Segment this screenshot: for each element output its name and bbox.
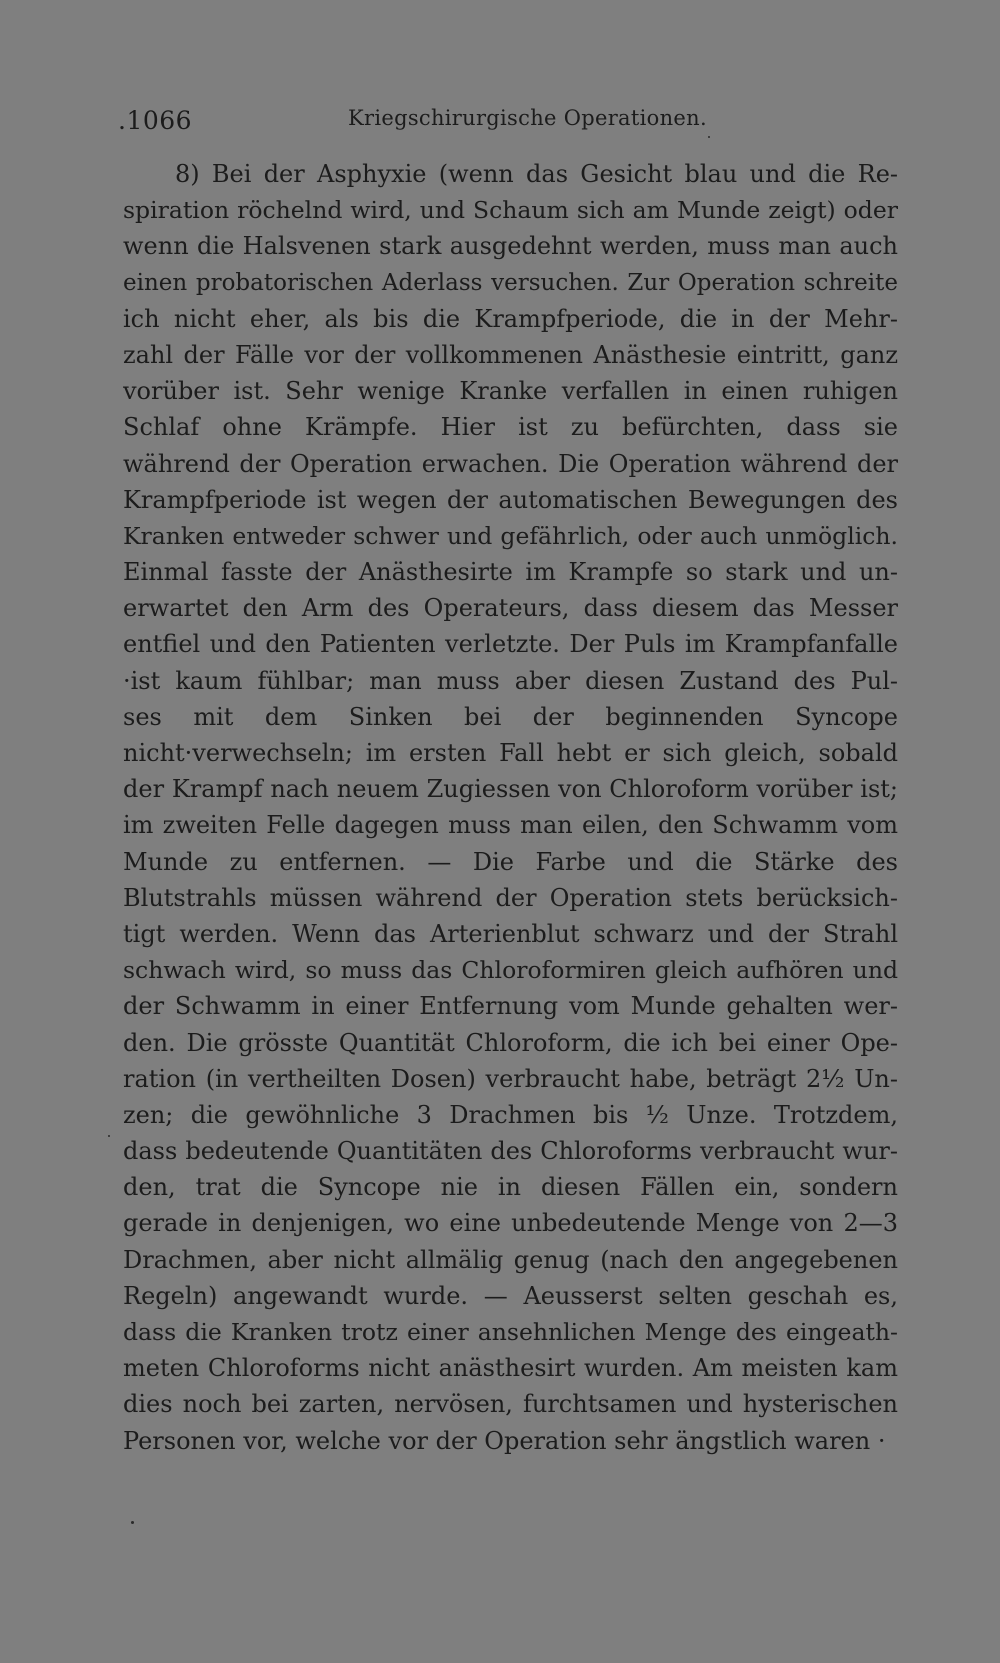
page-header: [118, 106, 898, 140]
text-line: 8) Bei der Asphyxie (wenn das Gesicht blau und die Re-: [175, 160, 898, 188]
text-line: Krampfperiode ist wegen der automatischen Bewegungen des: [123, 485, 898, 514]
text-line: meten Chloroforms nicht anästhesirt wurden. Am meisten kam: [123, 1354, 898, 1383]
text-line: ich nicht eher, als bis die Krampfperiode, die in der Mehr-: [123, 304, 898, 333]
text-line: den. Die grösste Quantität Chloroform, die ich bei einer Ope-: [123, 1028, 898, 1057]
text-line: während der Operation erwachen. Die Operation während der: [123, 449, 898, 478]
text-line: entfiel und den Patienten verletzte. Der Puls im Krampfanfalle: [123, 630, 898, 659]
scan-speck: [708, 136, 710, 138]
text-line: gerade in denjenigen, wo eine unbedeutende Menge von 2—3: [123, 1209, 898, 1238]
text-line: den, trat die Syncope nie in diesen Fällen ein, sondern: [123, 1173, 898, 1202]
text-line: Einmal fasste der Anästhesirte im Krampfe so stark und un-: [123, 558, 898, 587]
text-line: Kranken entweder schwer und gefährlich, oder auch unmöglich.: [123, 521, 898, 550]
text-line: dies noch bei zarten, nervösen, furchtsamen und hysterischen: [123, 1390, 898, 1419]
text-line: der Schwamm in einer Entfernung vom Munde gehalten wer-: [123, 992, 898, 1021]
text-line: Regeln) angewandt wurde. — Aeusserst selten geschah es,: [123, 1281, 898, 1310]
text-line: Personen vor, welche vor der Operation sehr ängstlich waren ·: [123, 1426, 886, 1455]
text-line: ses mit dem Sinken bei der beginnenden Syncope: [123, 702, 898, 731]
scan-speck: [131, 1521, 134, 1524]
text-line: ration (in vertheilten Dosen) verbraucht habe, beträgt 2½ Un-: [123, 1064, 898, 1093]
text-line: der Krampf nach neuem Zugiessen von Chloroform vorüber ist;: [123, 775, 898, 804]
text-line: vorüber ist. Sehr wenige Kranke verfallen in einen ruhigen: [123, 377, 898, 406]
body-text: [123, 156, 898, 1459]
scan-speck: [108, 1135, 110, 1137]
text-line: erwartet den Arm des Operateurs, dass diesem das Messer: [123, 594, 898, 623]
text-line: zen; die gewöhnliche 3 Drachmen bis ½ Unze. Trotzdem,: [123, 1100, 898, 1129]
text-line: im zweiten Felle dagegen muss man eilen, den Schwamm vom: [123, 811, 898, 840]
text-line: spiration röchelnd wird, und Schaum sich am Munde zeigt) oder: [123, 196, 898, 225]
text-line: dass die Kranken trotz einer ansehnlichen Menge des eingeath-: [123, 1318, 898, 1346]
text-line: tigt werden. Wenn das Arterienblut schwarz und der Strahl: [123, 919, 898, 948]
text-line: Blutstrahls müssen während der Operation stets berücksich-: [123, 883, 898, 912]
text-line: nicht·verwechseln; im ersten Fall hebt er sich gleich, sobald: [123, 739, 898, 767]
text-line: dass bedeutende Quantitäten des Chloroforms verbraucht wur-: [123, 1137, 898, 1166]
running-title: Kriegschirurgische Operationen.: [348, 106, 707, 130]
text-line: einen probatorischen Aderlass versuchen. Zur Operation schreite: [123, 269, 898, 296]
text-line: zahl der Fälle vor der vollkommenen Anästhesie eintritt, ganz: [123, 340, 898, 369]
page-number: .1066: [118, 106, 193, 135]
text-line: wenn die Halsvenen stark ausgedehnt werden, muss man auch: [123, 232, 898, 261]
text-line: Schlaf ohne Krämpfe. Hier ist zu befürchten, dass sie: [123, 413, 898, 442]
text-line: Drachmen, aber nicht allmälig genug (nach den angegebenen: [123, 1245, 898, 1274]
text-line: Munde zu entfernen. — Die Farbe und die Stärke des: [123, 847, 898, 876]
text-line: schwach wird, so muss das Chloroformiren gleich aufhören und: [123, 956, 898, 985]
text-line: ·ist kaum fühlbar; man muss aber diesen Zustand des Pul-: [123, 666, 898, 695]
